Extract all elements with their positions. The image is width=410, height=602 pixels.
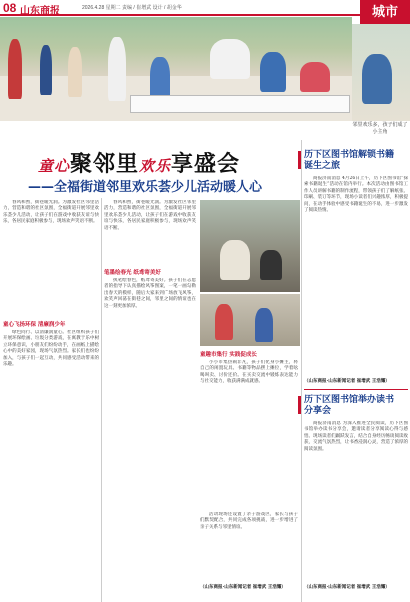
column-3: 小小市集热闹非凡，孩子们化身小摊主，将自己的闲置玩具、书籍等物品摆上摊位，学着吆喝叫卖、讨价还价。在买卖交流中锻炼表达能力与社交能力，收获满满成就感。 [200,360,298,385]
section-badge: 城市 [360,0,410,24]
column-2: 执笔绘春色，纸鸢寄美好。孩子们在志愿者的指导下认真描绘风筝图案，一笔一画勾勒出春天的模样，随后大家来到广场放飞风筝，欢笑声回荡在街巷之间，邻里之间的情谊也在这一刻更加浓厚。 [104,278,196,309]
headline-part1: 童心 [38,157,71,175]
right-title-1 [304,150,399,172]
right-title-2 [304,395,399,417]
intro-text: 春风和煦，街巷暖光润。为激发社区邻里活力，营造和谐的社区氛围，全福街道开展邻里欢乐荟少儿活动，让孩子们在游戏中收获友谊与快乐，各居民家庭积极参与，现场欢声笑语不断。 [3,200,99,225]
right-text-1: 商报济南消息 4月26日上午，历下区图书馆“探索书籍诞生”活动在馆内举行。本次活动由图书馆工作人员讲解书籍的制作流程，带领孩子们了解纸张、印刷、装订等环节，现场小读者们兴趣浓厚，积极提问，在动手体验中感受书籍诞生的不易，进一步激发了阅读热情。 [304,176,408,214]
right-credit-1: （山东商报·山东新闻记者 崔增武 王浩耀） [304,379,390,384]
subhead-2: 笔墨绘春光 纸鸢寄美好 [104,270,161,276]
right-title-2-text: 历下区图书馆举办读书分享会 [304,395,395,416]
column-2a: 春风和煦，街巷暖光润。为激发社区邻里活力，营造和谐的社区氛围，全福街道开展邻里欢乐荟少儿活动，让孩子们在游戏中收获友谊与快乐，各居民家庭积极参与，现场欢声笑语不断。 [104,200,196,231]
column-1: 绿色同行、以清廉润童心。社区组织孩子们开展环保绘画、垃圾分类游戏，在寓教于乐中树立环保意识，小朋友们纷纷动手，在画纸上描绘心中的美好家园，现场气氛热烈。家长们也纷纷加入，与孩子们一起互动，共同感受活动带来的乐趣。 [3,330,99,368]
paper-name: 山东商报 [20,6,60,17]
page-number: 08 [3,1,17,15]
credit-1: （山东商报·山东新闻记者 崔增武 王浩耀） [200,585,286,590]
main-headline [38,147,240,178]
robot-dog-photo [200,200,300,292]
kids-photo [200,294,300,346]
headline-part2: 聚邻里 [70,152,140,177]
photo-caption: 邻里欢乐多，孩子们成了小主角 [352,122,408,135]
right-text-2: 商报济南消息 为深入推进全民阅读，历下区图书馆举办读书分享会，邀请读者分享阅读心得与感悟。现场读者们踊跃发言，结合自身经历畅谈阅读收获，交流气氛热烈，让书香浸润心灵，营造了浓厚的阅读氛围。 [304,421,408,452]
page-header [0,0,410,16]
headline-part3: 欢乐 [139,157,172,175]
header-meta: 2026.4.28 星期二 责编 / 崔增武 设计 / 胡金华 [82,5,182,11]
subhead-1: 童心飞扬环保 清廉润少年 [3,322,66,328]
column-3b: 活动现场还设置了亲子游戏区，家长与孩子们默契配合，共同完成各项挑战，进一步增进了亲子关系与邻里情谊。 [200,512,298,530]
side-photo [352,24,410,121]
lead-photo [0,17,352,121]
subhead-3: 童趣市集行 实践促成长 [200,352,257,358]
right-title-1-text: 历下区图书馆解锁书籍诞生之旅 [304,150,395,171]
right-credit-2: （山东商报·山东新闻记者 崔增武 王浩耀） [304,585,390,590]
headline-subtitle: ——全福街道邻里欢乐荟少儿活动暖人心 [28,180,263,195]
headline-part4: 享盛会 [171,152,241,177]
